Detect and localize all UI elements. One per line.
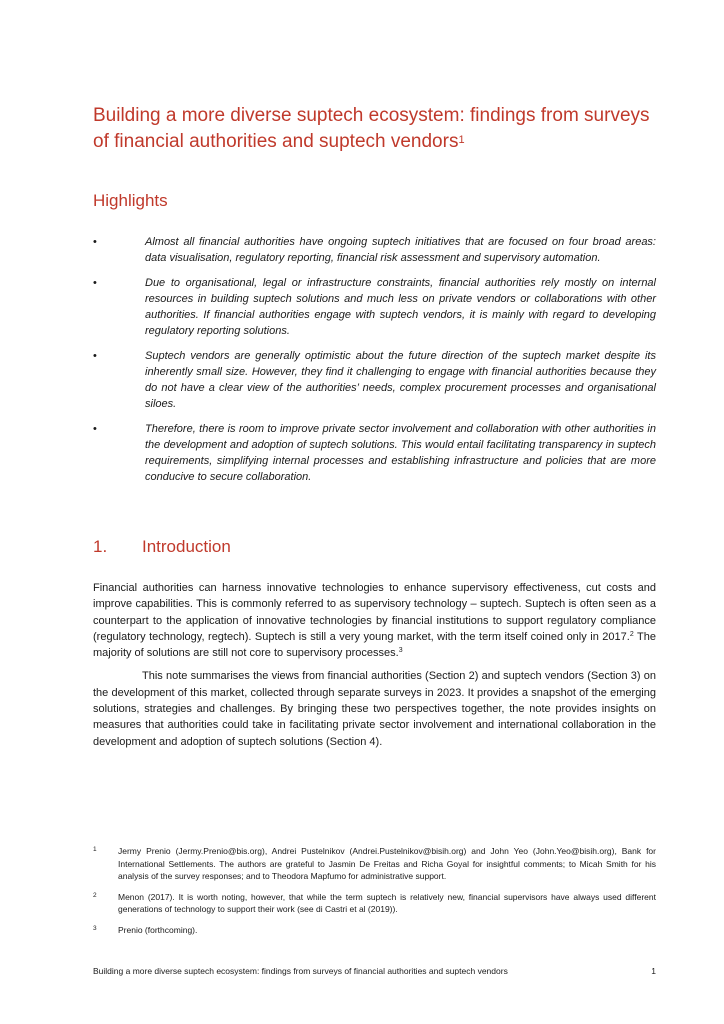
footnote-number: 3 (93, 924, 97, 932)
footnote-ref[interactable]: 3 (398, 647, 403, 655)
highlight-text: Therefore, there is room to improve private sector involvement and collaboration with other authorities in the development and adoption of suptech solutions. This would entail facilitating transparency in suptech requirements, simplifying internal processes and establishing infrastructure and policies that are more conducive to secure collaboration. (145, 423, 656, 483)
highlight-item (93, 348, 656, 412)
highlight-text: Due to organisational, legal or infrastructure constraints, financial authorities rely mostly on internal resources in building suptech solutions and much less on private vendors or collaborations with other authorities. If financial authorities engage with suptech vendors, it is mainly with regard to developing regulatory reporting solutions. (145, 277, 656, 337)
document-title (93, 103, 653, 155)
section-title: Introduction (142, 537, 231, 556)
paragraph (93, 580, 656, 661)
title-text: Building a more diverse suptech ecosystem: findings from surveys of financial authorities and suptech vendors (93, 105, 650, 152)
footnote (93, 845, 656, 883)
highlight-item (93, 421, 656, 485)
footnote-text: Jermy Prenio (Jermy.Prenio@bis.org), Andrei Pustelnikov (Andrei.Pustelnikov@bisih.org) and John Yeo (John.Yeo@bisih.org), Bank for International Settlements. The authors are grateful to Jasmin De Freitas and Richa Goyal for insightful comments; to Micah Smith for his analysis of the survey responses; and to Theodora Mapfumo for administrative support. (118, 846, 656, 881)
bullet-icon: • (93, 423, 97, 435)
bullet-icon: • (93, 277, 97, 289)
footnote (93, 924, 656, 937)
highlights-list (93, 234, 656, 494)
title-footnote-ref[interactable]: 1 (458, 134, 465, 146)
paragraph: This note summarises the views from financial authorities (Section 2) and suptech vendors (Section 3) on the development of this market, collected through separate surveys in 2023. It provides a snapshot of the emerging solutions, strategies and challenges. By bringing these two perspectives together, the note provides insights on measures that authorities could take in facilitating private sector involvement and international collaboration in the development and adoption of suptech solutions (Section 4). (93, 670, 656, 748)
footnote-text: Menon (2017). It is worth noting, however, that while the term suptech is relatively new, financial supervisors have always used different generations of technology to support their work (see di Castri et al (2019)). (118, 891, 656, 914)
paragraph-text: Financial authorities can harness innovative technologies to enhance supervisory effectiveness, cut costs and improve capabilities. This is commonly referred to as supervisory technology – suptech. Suptech is often seen as a counterpart to the application of innovative technologies by financial institutions to support regulatory compliance (regulatory technology, regtech). Suptech is still a very young market, with the term itself coined only in 2017. (93, 582, 656, 643)
highlight-text: Suptech vendors are generally optimistic about the future direction of the suptech market despite its inherently small size. However, they find it challenging to engage with financial authorities because they do not have a clear view of the authorities’ needs, complex procurement processes and organisational siloes. (145, 350, 656, 410)
footnote (93, 891, 656, 916)
introduction-body (93, 580, 656, 757)
footnote-number: 1 (93, 846, 97, 853)
footnote-text: Prenio (forthcoming). (118, 924, 198, 935)
paragraph-text: The majority of solutions are still not core to supervisory processes. (93, 630, 657, 660)
highlights-heading: Highlights (93, 191, 168, 210)
highlight-text: Almost all financial authorities have ongoing suptech initiatives that are focused on four broad areas: data visualisation, regulatory reporting, financial risk assessment and supervisory automation. (145, 236, 656, 264)
footnote-ref[interactable]: 2 (629, 630, 634, 638)
bullet-icon: • (93, 350, 97, 362)
footnotes (93, 845, 656, 944)
page-number: 1 (651, 966, 656, 976)
section-heading-introduction (93, 537, 231, 557)
highlight-item (93, 234, 656, 266)
running-title: Building a more diverse suptech ecosystem: findings from surveys of financial authorities and suptech vendors (93, 966, 508, 976)
section-number: 1. (93, 537, 108, 556)
bullet-icon: • (93, 236, 97, 248)
highlight-item (93, 275, 656, 339)
footnote-number: 2 (93, 891, 97, 899)
